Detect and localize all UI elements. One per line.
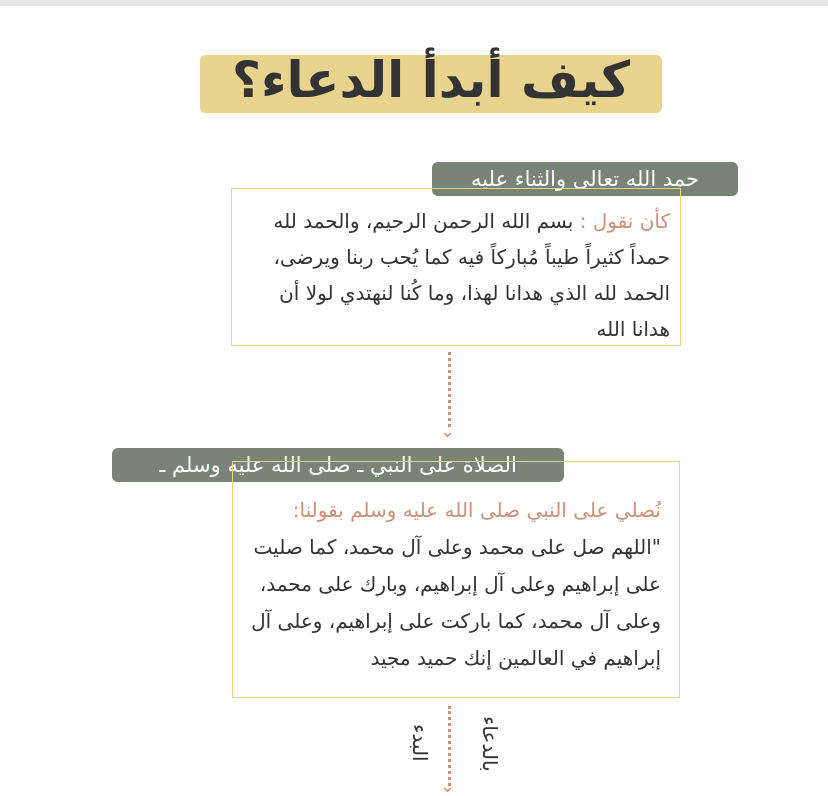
step2-tag: الصلاة على النبي ـ صلى الله عليه وسلم ـ <box>112 448 564 482</box>
connector-line-2 <box>448 706 451 786</box>
top-edge-bar <box>0 0 828 6</box>
step1-tag: حمد الله تعالى والثناء عليه <box>432 162 738 196</box>
page-title: كيف أبدأ الدعاء؟ <box>231 51 631 109</box>
step1-prefix: كأن نقول : <box>579 209 670 233</box>
step1-body: بسم الله الرحمن الرحيم، والحمد لله حمداً كثيراً طيباً مُباركاً فيه كما يُحب ربنا ويرضى، الحمد لله الذي هدانا لهذا، وما كُنا لنهتدي لولا أن هدانا الله <box>273 209 670 341</box>
connector-line-1 <box>448 352 451 427</box>
step2-prefix: نُصلي على النبي صلى الله عليه وسلم بقولنا: <box>292 498 661 522</box>
arrow-down-icon: ⌄ <box>440 776 456 796</box>
arrow-down-icon: ⌄ <box>440 421 456 442</box>
step1-box <box>231 188 681 346</box>
step2-box <box>232 461 680 698</box>
step2-body: "اللهم صل على محمد وعلى آل محمد، كما صليت على إبراهيم وعلى آل إبراهيم، وبارك على محمد، وعلى آل محمد، كما باركت على إبراهيم، وعلى آل إبراهيم في العالمين إنك حميد مجيد <box>251 535 661 670</box>
next-label-right: بالدعاء <box>478 716 502 772</box>
next-label-left: البدء <box>408 724 432 762</box>
